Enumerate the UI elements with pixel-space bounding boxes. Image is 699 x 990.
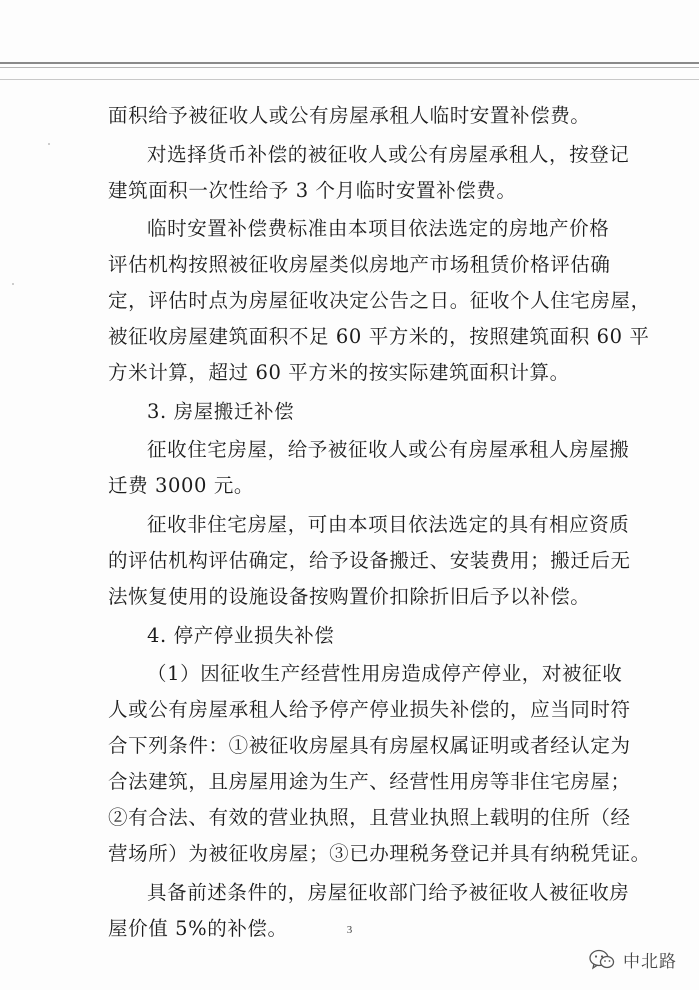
text-line: 被征收房屋建筑面积不足 60 平方米的，按照建筑面积 60 平 [108,325,650,349]
text-line: 具备前述条件的，房屋征收部门给予被征收人被征收房 [147,880,630,904]
text-line: 征收住宅房屋，给予被征收人或公有房屋承租人房屋搬 [147,438,630,462]
header-rule [0,62,699,64]
text-line: 4. 停产停业损失补偿 [147,623,335,647]
text-line: 的评估机构评估确定，给予设备搬迁、安装费用；搬迁后无 [108,548,631,572]
wechat-icon [589,949,615,971]
text-line: 法恢复使用的设施设备按购置价扣除折旧后予以补偿。 [108,584,591,608]
paragraph [108,137,630,209]
text-line: 合下列条件：①被征收房屋具有房屋权属证明或者经认定为 [108,734,631,758]
paragraph [108,211,651,391]
text-line: 屋价值 5%的补偿。 [108,916,288,940]
text-line: 建筑面积一次性给予 3 个月临时安置补偿费。 [108,178,517,202]
paragraph [108,618,596,654]
text-line: 营场所）为被征收房屋；③已办理税务登记并具有纳税凭证。 [108,842,651,866]
text-line: 迁费 3000 元。 [108,474,255,498]
paragraph [108,507,631,615]
paragraph [108,394,596,430]
header-rule-faint [0,79,699,80]
watermark [589,947,677,972]
text-line: 方米计算，超过 60 平方米的按实际建筑面积计算。 [108,361,570,385]
text-line: 评估机构按照被征收房屋类似房地产市场租赁价格评估确 [108,253,611,277]
paragraph [108,656,651,872]
text-line: 3. 房屋搬迁补偿 [147,399,295,423]
text-line: 面积给予被征收人或公有房屋承租人临时安置补偿费。 [108,104,591,127]
text-line: 征收非住宅房屋，可由本项目依法选定的具有相应资质 [147,512,630,536]
scan-speck [48,143,50,145]
text-line: （1）因征收生产经营性用房造成停产停业，对被征收 [147,662,623,686]
text-line: 临时安置补偿费标准由本项目依法选定的房地产价格 [147,217,610,241]
scan-speck [12,283,14,285]
watermark-text: 中北路 [623,952,677,972]
header-rule-thin [0,67,699,68]
text-line: 合法建筑，且房屋用途为生产、经营性用房等非住宅房屋； [108,770,631,794]
text-line: 定，评估时点为房屋征收决定公告之日。征收个人住宅房屋， [108,289,651,313]
text-line: ②有合法、有效的营业执照，且营业执照上载明的住所（经 [108,806,631,830]
text-line: 对选择货币补偿的被征收人或公有房屋承租人，按登记 [147,142,630,166]
page-number: 3 [346,924,353,936]
text-line: 人或公有房屋承租人给予停产停业损失补偿的，应当同时符 [108,698,631,722]
paragraph [108,432,630,504]
paragraph [108,98,596,134]
document-body [108,98,651,947]
